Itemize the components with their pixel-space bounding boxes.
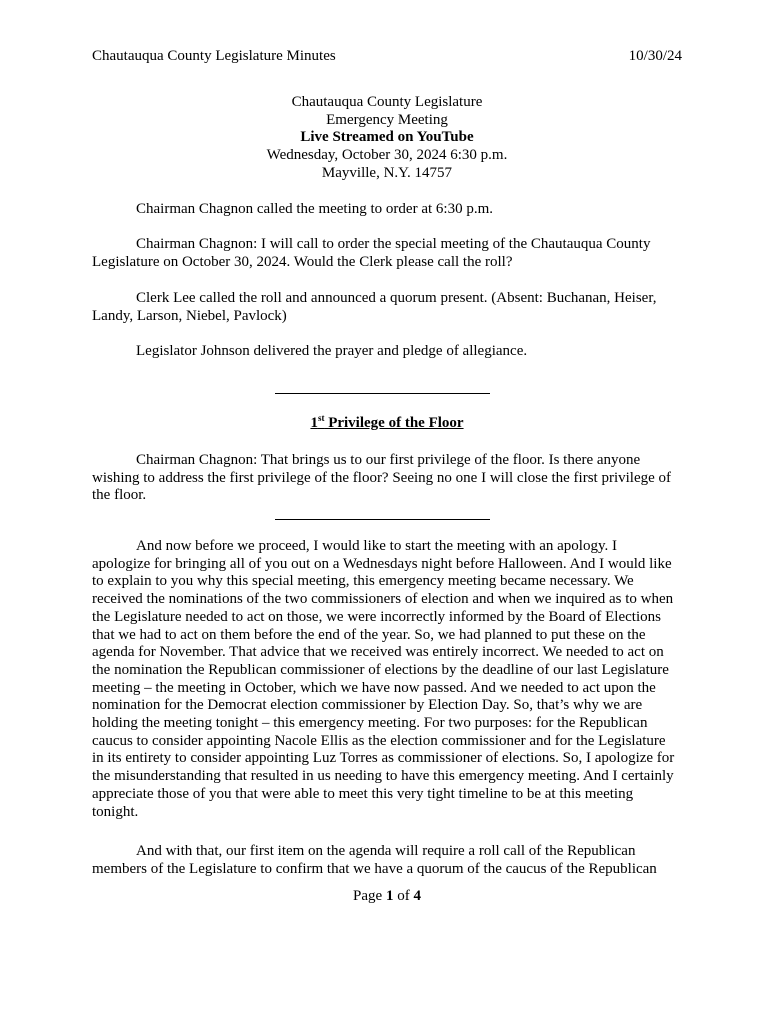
text-line: in its entirety to consider appointing Luz Torres as commissioner of elections. So, I apologize for: [92, 750, 675, 767]
paragraph: [92, 236, 682, 271]
text-line: agenda for November. That advice that we received was entirely incorrect. We needed to act on: [92, 644, 664, 661]
text-line: Chairman Chagnon: That brings us to our first privilege of the floor. Is there anyone: [136, 452, 641, 468]
divider: [275, 519, 490, 520]
paragraph: [92, 201, 682, 219]
text-line: Chairman Chagnon: I will call to order the special meeting of the Chautauqua County: [136, 236, 651, 252]
text-line: Chairman Chagnon called the meeting to order at 6:30 p.m.: [136, 201, 493, 217]
text-line: Landy, Larson, Niebel, Pavlock): [92, 307, 287, 324]
title-line: Chautauqua County Legislature: [291, 94, 483, 110]
text-line: received the nominations of the two commissioners of election and when we inquired as to when: [92, 591, 674, 608]
title-line: Emergency Meeting: [326, 111, 448, 128]
paragraph: [92, 452, 682, 505]
title-line: Wednesday, October 30, 2024 6:30 p.m.: [266, 147, 508, 164]
heading-ordinal: st: [317, 413, 325, 423]
page-footer: [92, 888, 682, 906]
page-total: 4: [413, 888, 421, 904]
text-line: holding the meeting tonight – this emergency meeting. For two purposes: for the Republican: [92, 715, 648, 732]
text-line: apologize for bringing all of you out on a Wednesdays night before Halloween. And I would like: [92, 555, 672, 572]
heading-text: Privilege of the Floor: [324, 415, 464, 431]
text-line: Legislator Johnson delivered the prayer and pledge of allegiance.: [136, 343, 528, 359]
text-line: And now before we proceed, I would like to start the meeting with an apology. I: [136, 538, 617, 554]
heading-number: 1: [310, 415, 318, 431]
page-label: Page: [353, 888, 386, 904]
paragraph: [92, 538, 682, 821]
text-line: nomination for the Democrat election commissioner by Election Day. So, that’s why we are: [92, 697, 643, 714]
divider: [275, 393, 490, 394]
paragraph: [92, 343, 682, 361]
title-line: Live Streamed on YouTube: [300, 129, 474, 146]
section-heading: [92, 415, 682, 433]
text-line: tonight.: [92, 803, 139, 820]
title-line: Mayville, N.Y. 14757: [321, 164, 453, 181]
text-line: members of the Legislature to confirm that we have a quorum of the caucus of the Republican: [92, 860, 657, 877]
text-line: appreciate those of you that were able to meet this very tight timeline to be at this meeting: [92, 785, 634, 802]
paragraph: [92, 290, 682, 325]
text-line: Clerk Lee called the roll and announced a quorum present. (Absent: Buchanan, Heiser,: [136, 290, 657, 306]
text-line: meeting – the meeting in October, which we have now passed. And we needed to act upon the: [92, 679, 656, 696]
text-line: caucus to consider appointing Nacole Ellis as the election commissioner and for the Legislature: [92, 732, 666, 749]
page-number: 1: [385, 888, 394, 904]
text-line: to explain to you why this special meeting, this emergency meeting became necessary. We: [92, 573, 634, 590]
text-line: the nomination the Republican commissioner of elections by the deadline of our last Legislature: [92, 661, 669, 678]
header-title: Chautauqua County Legislature Minutes: [92, 48, 336, 64]
paragraph: [92, 843, 682, 878]
text-line: wishing to address the first privilege of the floor? Seeing no one I will close the first privilege of: [92, 469, 672, 486]
title-block: [92, 94, 682, 183]
text-line: that we had to act on them before the end of the year. So, we had planned to put these on the: [92, 626, 646, 643]
text-line: And with that, our first item on the agenda will require a roll call of the Republican: [136, 843, 636, 859]
text-line: the Legislature needed to act on those, we were incorrectly informed by the Board of Elections: [92, 608, 661, 625]
of-label: of: [393, 888, 414, 904]
header-date: 10/30/24: [628, 48, 682, 64]
text-line: Legislature on October 30, 2024. Would the Clerk please call the roll?: [92, 253, 513, 270]
text-line: the floor.: [92, 487, 147, 504]
text-line: the misunderstanding that resulted in us needing to have this emergency meeting. And I certainly: [92, 768, 674, 785]
